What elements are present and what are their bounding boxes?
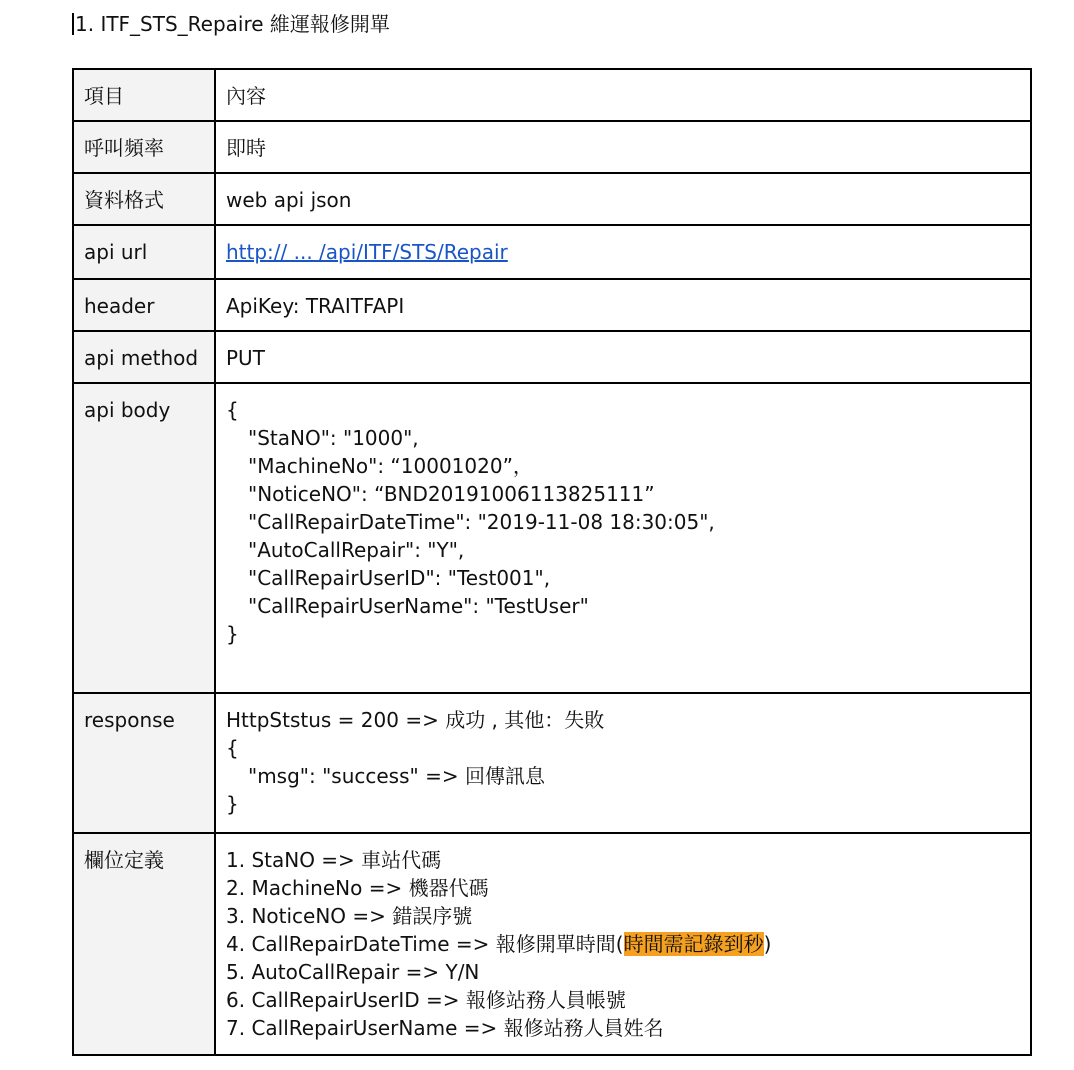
value-cell: web api json (215, 173, 1031, 225)
label-cell: 欄位定義 (73, 833, 215, 1055)
value-cell (215, 833, 1031, 1055)
table-row-call-frequency (73, 121, 1031, 173)
label-cell: api method (73, 331, 215, 383)
label-cell: 呼叫頻率 (73, 121, 215, 173)
value-cell (215, 225, 1031, 279)
item-text: ) (763, 932, 772, 956)
table-row-api-url (73, 225, 1031, 279)
json-line: "StaNO": "1000", (248, 426, 419, 450)
table-row-api-body (73, 383, 1031, 693)
field-definition-item: 3. NoticeNO => 錯誤序號 (226, 904, 473, 928)
document-title-text: 1. ITF_STS_Repaire 維運報修開單 (75, 12, 390, 36)
document-title (72, 10, 390, 38)
json-close-brace: } (226, 622, 239, 646)
text-cursor (72, 13, 74, 35)
json-line: "NoticeNO": “BND20191006113825111” (248, 482, 655, 506)
highlighted-note: 時間需記錄到秒 (623, 932, 764, 956)
json-line: "CallRepairUserID": "Test001", (248, 566, 551, 590)
json-open-brace: { (226, 736, 239, 760)
field-definition-item: 7. CallRepairUserName => 報修站務人員姓名 (226, 1016, 664, 1040)
field-definition-item: 6. CallRepairUserID => 報修站務人員帳號 (226, 988, 626, 1012)
value-cell (215, 383, 1031, 693)
table-row-response (73, 693, 1031, 833)
field-definition-item: 1. StaNO => 車站代碼 (226, 848, 442, 872)
label-cell: 項目 (73, 69, 215, 121)
table-row-header (73, 69, 1031, 121)
json-line: "CallRepairUserName": "TestUser" (248, 594, 589, 618)
response-status-line: HttpStstus = 200 => 成功 , 其他：失敗 (226, 708, 605, 732)
json-line: "CallRepairDateTime": "2019-11-08 18:30:05", (248, 510, 715, 534)
api-url-link[interactable]: http:// ... /api/ITF/STS/Repair (226, 240, 508, 264)
table-row-field-definitions (73, 833, 1031, 1055)
value-cell: ApiKey: TRAITFAPI (215, 279, 1031, 331)
label-cell: api url (73, 225, 215, 279)
value-cell: PUT (215, 331, 1031, 383)
label-cell: response (73, 693, 215, 833)
json-line: "MachineNo": “10001020”， (248, 454, 533, 478)
table-row-data-format (73, 173, 1031, 225)
table-row-api-method (73, 331, 1031, 383)
field-definition-item (226, 930, 1020, 958)
table-row-header-field (73, 279, 1031, 331)
label-cell: 資料格式 (73, 173, 215, 225)
field-definition-item: 5. AutoCallRepair => Y/N (226, 960, 480, 984)
json-line: "AutoCallRepair": "Y", (248, 538, 465, 562)
json-close-brace: } (226, 792, 239, 816)
value-cell: 即時 (215, 121, 1031, 173)
api-spec-table (72, 68, 1032, 1056)
value-cell (215, 693, 1031, 833)
item-text: 4. CallRepairDateTime => 報修開單時間( (226, 932, 624, 956)
json-line: "msg": "success" => 回傳訊息 (248, 764, 545, 788)
json-open-brace: { (226, 398, 239, 422)
label-cell: header (73, 279, 215, 331)
value-cell: 內容 (215, 69, 1031, 121)
field-definition-item: 2. MachineNo => 機器代碼 (226, 876, 489, 900)
label-cell: api body (73, 383, 215, 693)
